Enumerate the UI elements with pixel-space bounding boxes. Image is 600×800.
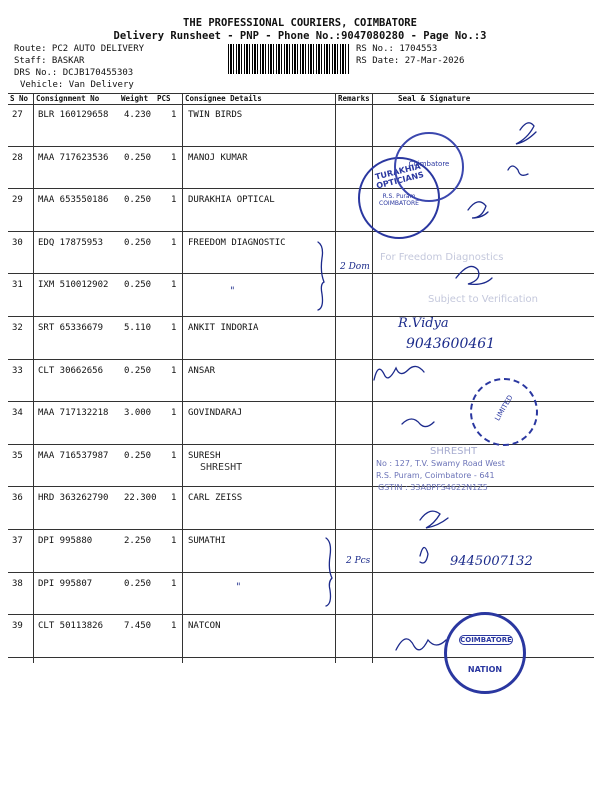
row-weight: 22.300 [124, 493, 157, 504]
receiver-phone: 9445007132 [450, 554, 533, 569]
row-sno: 28 [12, 152, 23, 163]
row-sno: 30 [12, 237, 23, 248]
row-pcs: 1 [171, 621, 177, 632]
vehicle-label: Vehicle: Van Delivery [20, 80, 134, 90]
row-pcs: 1 [171, 323, 177, 333]
turakhia-stamp-text: TURAKHIA OPTICIANS [374, 161, 425, 191]
remark-handwritten: 2 Dom [340, 262, 370, 272]
row-pcs: 1 [171, 578, 177, 589]
row-pcs: 1 [171, 450, 177, 461]
row-consignment-no: MAA 653550186 [38, 195, 109, 206]
receiver-name: R.Vidya [398, 316, 449, 331]
signature-mark [516, 123, 536, 144]
row-sno: 38 [12, 578, 23, 589]
row-consignment-no: DPI 995807 [38, 578, 93, 589]
ditto-mark: " [230, 286, 235, 297]
ditto-mark: " [236, 582, 241, 593]
row-consignee: SUMATHI [188, 536, 226, 546]
shresht-stamp-gst: GSTIN : 33ABPFS4622N1Z5 [378, 483, 488, 492]
coimbatore-round-stamp [394, 132, 464, 202]
row-consignment-no: MAA 717623536 [38, 152, 109, 163]
row-sno: 34 [12, 408, 23, 419]
signature-mark [374, 366, 424, 380]
col-weight: Weight [121, 94, 149, 103]
row-weight: 0.250 [124, 578, 152, 589]
row-consignment-no: SRT 65336679 [38, 323, 104, 333]
row-consignee: DURAKHIA OPTICAL [188, 195, 275, 206]
signature-mark [456, 266, 492, 284]
row-pcs: 1 [171, 536, 177, 546]
row-sno: 33 [12, 365, 23, 376]
row-weight: 0.250 [124, 450, 152, 461]
row-sno: 29 [12, 195, 23, 206]
natcon-stamp-text: NATION [467, 665, 503, 674]
faint-stamp-line2: Subject to Verification [428, 294, 538, 305]
row-consignment-no: MAA 717132218 [38, 408, 109, 419]
signature-mark [420, 511, 448, 528]
signature-mark [396, 639, 446, 650]
brace-mark [318, 242, 324, 310]
faint-stamp-line1: For Freedom Diagnostics [380, 252, 504, 263]
rs-number: RS No.: 1704553 [356, 44, 438, 54]
row-consignment-no: IXM 510012902 [38, 280, 109, 291]
row-consignee: CARL ZEISS [188, 493, 243, 504]
route-label: Route: PC2 AUTO DELIVERY [14, 44, 145, 54]
company-title: THE PROFESSIONAL COURIERS, COIMBATORE [183, 17, 417, 29]
row-consignee: GOVINDARAJ [188, 408, 243, 419]
row-sno: 27 [12, 110, 23, 120]
row-weight: 4.230 [124, 110, 152, 120]
remark-handwritten: 2 Pcs [346, 556, 371, 566]
consignee-correction: SHRESHT [200, 462, 243, 473]
signature-mark [420, 547, 428, 563]
row-pcs: 1 [171, 195, 177, 206]
signature-mark [468, 202, 488, 218]
col-seal-signature: Seal & Signature [398, 94, 471, 103]
natcon-stamp [444, 612, 526, 694]
col-pcs: PCS [157, 94, 171, 103]
row-consignee: MANOJ KUMAR [188, 152, 248, 163]
row-sno: 37 [12, 536, 23, 546]
turakhia-stamp-inner: R.S. Puram COIMBATORE [379, 193, 419, 207]
row-weight: 0.250 [124, 195, 152, 206]
shresht-stamp-addr1: No : 127, T.V. Swamy Road West [376, 459, 505, 468]
brace-mark [326, 538, 332, 606]
row-consignee: ANSAR [188, 365, 216, 376]
row-sno: 36 [12, 493, 23, 504]
col-sno: S No [10, 94, 29, 103]
row-weight: 0.250 [124, 152, 152, 163]
coimbatore-round-text: Coimbatore [408, 160, 450, 168]
row-pcs: 1 [171, 408, 177, 419]
row-consignee: SURESH [188, 450, 221, 461]
shresht-stamp-name: SHRESHT [430, 446, 478, 457]
col-consignment: Consignment No [36, 94, 100, 103]
rs-date: RS Date: 27-Mar-2026 [356, 56, 465, 66]
col-consignee: Consignee Details [185, 94, 262, 103]
limited-round-text: LIMITED [493, 393, 515, 423]
row-weight: 3.000 [124, 408, 152, 419]
row-weight: 5.110 [124, 323, 152, 333]
runsheet-subtitle: Delivery Runsheet - PNP - Phone No.:9047080280 - Page No.:3 [113, 30, 487, 42]
receiver-phone: 9043600461 [406, 336, 496, 352]
row-consignment-no: HRD 363262790 [38, 493, 109, 504]
row-sno: 31 [12, 280, 23, 291]
signature-mark [508, 166, 528, 175]
row-pcs: 1 [171, 237, 177, 248]
row-consignee: TWIN BIRDS [188, 110, 243, 120]
row-consignment-no: CLT 50113826 [38, 621, 104, 632]
row-weight: 7.450 [124, 621, 152, 632]
row-pcs: 1 [171, 280, 177, 291]
row-weight: 0.250 [124, 280, 152, 291]
staff-label: Staff: BASKAR [14, 56, 85, 66]
row-consignment-no: DPI 995880 [38, 536, 93, 546]
col-remarks: Remarks [338, 94, 370, 103]
natcon-stamp-inner: COIMBATORE [460, 636, 512, 644]
row-consignee: FREEDOM DIAGNOSTIC [188, 237, 286, 248]
row-consignee: NATCON [188, 621, 221, 632]
shresht-stamp-addr2: R.S. Puram, Coimbatore - 641 [376, 471, 495, 480]
row-sno: 35 [12, 450, 23, 461]
row-consignment-no: CLT 30662656 [38, 365, 104, 376]
row-sno: 39 [12, 621, 23, 632]
row-consignment-no: MAA 716537987 [38, 450, 109, 461]
row-weight: 2.250 [124, 536, 152, 546]
row-weight: 0.250 [124, 365, 152, 376]
row-weight: 0.250 [124, 237, 152, 248]
row-pcs: 1 [171, 110, 177, 120]
row-consignment-no: BLR 160129658 [38, 110, 109, 120]
row-pcs: 1 [171, 365, 177, 376]
row-pcs: 1 [171, 152, 177, 163]
drs-number: DRS No.: DCJB170455303 [14, 68, 134, 78]
row-pcs: 1 [171, 493, 177, 504]
limited-round-stamp [470, 378, 538, 446]
row-sno: 32 [12, 323, 23, 333]
row-consignee: ANKIT INDORIA [188, 323, 259, 333]
signature-mark [402, 419, 434, 427]
row-consignment-no: EDQ 17875953 [38, 237, 104, 248]
